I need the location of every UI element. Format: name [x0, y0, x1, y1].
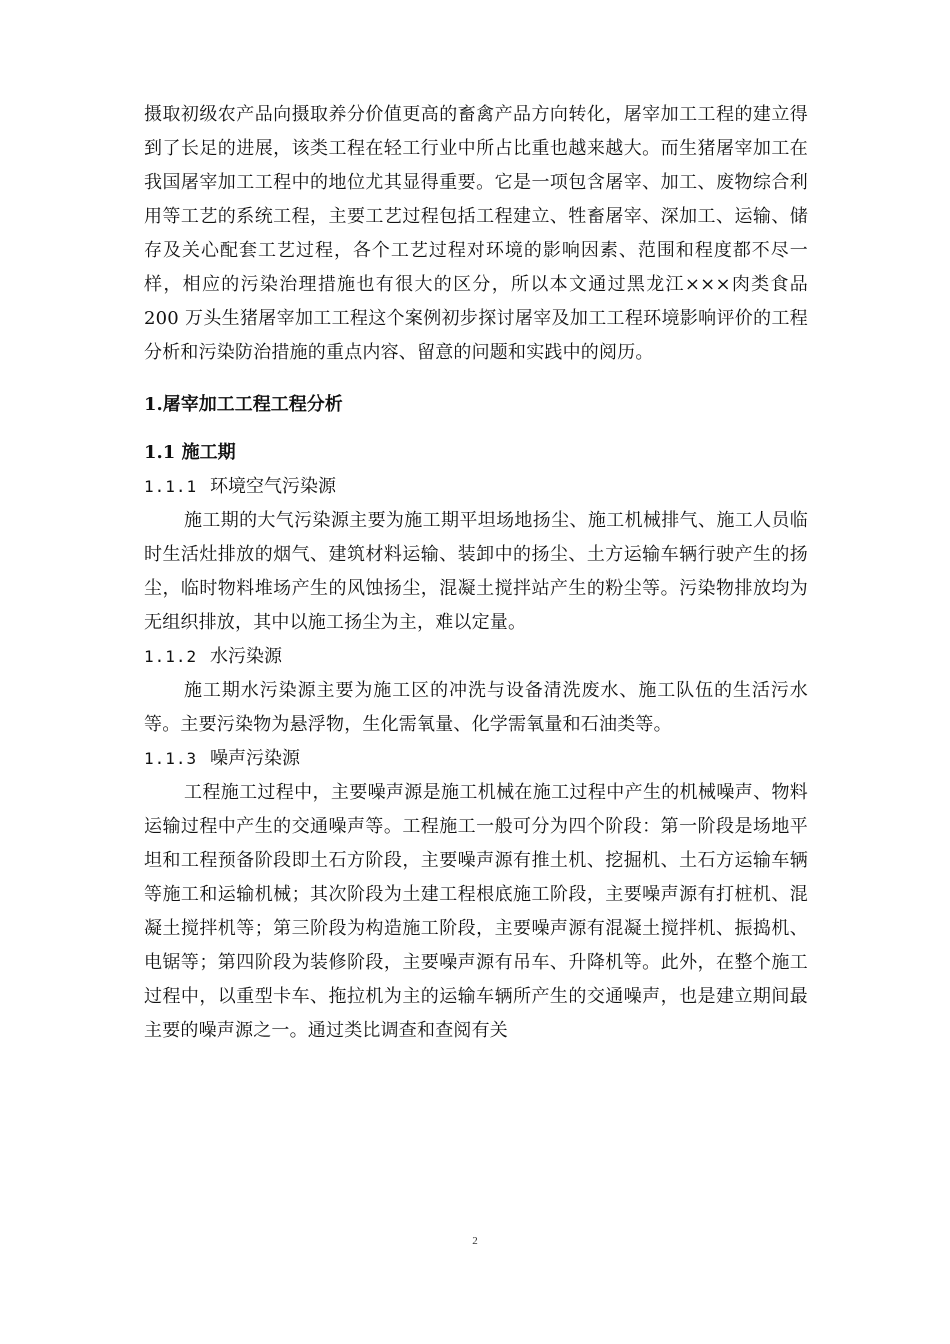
- subsection-number: 1.1.2: [144, 647, 198, 666]
- subsection-paragraph-air: 施工期的大气污染源主要为施工期平坦场地扬尘、施工机械排气、施工人员临时生活灶排放的烟气、建筑材料运输、装卸中的扬尘、土方运输车辆行驶产生的扬尘，临时物料堆场产生的风蚀扬尘，混凝土搅拌站产生的粉尘等。污染物排放均为无组织排放，其中以施工扬尘为主，难以定量。: [144, 510, 808, 633]
- subsection-title: 水污染源: [210, 646, 282, 667]
- page-body: [144, 98, 808, 1048]
- subsection-number: 1.1.1: [144, 477, 198, 496]
- intro-paragraph: 摄取初级农产品向摄取养分价值更高的畜禽产品方向转化，屠宰加工工程的建立得到了长足的进展，该类工程在轻工行业中所占比重也越来越大。而生猪屠宰加工在我国屠宰加工工程中的地位尤其显得重要。它是一项包含屠宰、加工、废物综合利用等工艺的系统工程，主要工艺过程包括工程建立、牲畜屠宰、深加工、运输、储存及关心配套工艺过程，各个工艺过程对环境的影响因素、范围和程度都不尽一样，相应的污染治理措施也有很大的区分，所以本文通过黑龙江×××肉类食品 200 万头生猪屠宰加工工程这个案例初步探讨屠宰及加工工程环境影响评价的工程分析和污染防治措施的重点内容、留意的问题和实践中的阅历。: [144, 104, 808, 363]
- subsection-paragraph-water: 施工期水污染源主要为施工区的冲洗与设备清洗废水、施工队伍的生活污水等。主要污染物为悬浮物，生化需氧量、化学需氧量和石油类等。: [144, 680, 808, 735]
- subsection-heading-1-1-1: [144, 470, 808, 504]
- subsection-paragraph-noise: 工程施工过程中，主要噪声源是施工机械在施工过程中产生的机械噪声、物料运输过程中产生的交通噪声等。工程施工一般可分为四个阶段：第一阶段是场地平坦和工程预备阶段即土石方阶段，主要噪声源有推土机、挖掘机、土石方运输车辆等施工和运输机械；其次阶段为土建工程根底施工阶段，主要噪声源有打桩机、混凝土搅拌机等；第三阶段为构造施工阶段，主要噪声源有混凝土搅拌机、振捣机、电锯等；第四阶段为装修阶段，主要噪声源有吊车、升降机等。此外，在整个施工过程中，以重型卡车、拖拉机为主的运输车辆所产生的交通噪声，也是建立期间最主要的噪声源之一。通过类比调查和查阅有关: [144, 782, 808, 1041]
- subsection-heading-1-1-2: [144, 640, 808, 674]
- subsection-title: 环境空气污染源: [210, 476, 336, 497]
- subsection-title: 噪声污染源: [210, 748, 300, 769]
- page-number: 2: [472, 1235, 478, 1247]
- subsection-heading-1-1-3: [144, 742, 808, 776]
- section-heading-1-1: 1.1 施工期: [144, 442, 236, 463]
- subsection-number: 1.1.3: [144, 749, 198, 768]
- section-heading-1: 1.屠宰加工工程工程分析: [144, 394, 343, 415]
